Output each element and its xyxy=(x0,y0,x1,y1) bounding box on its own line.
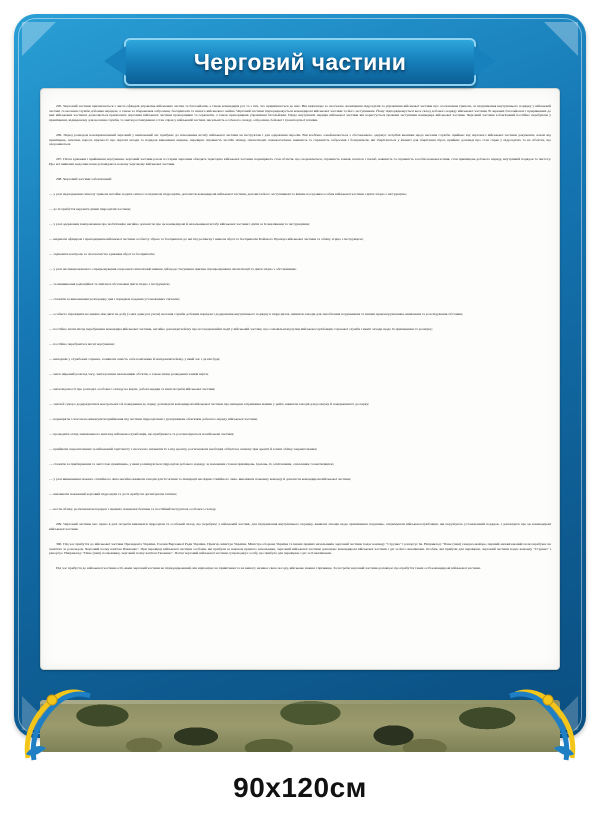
content-sheet xyxy=(40,88,560,670)
paragraph-298: 298. Черговий частини зобов'язаний: xyxy=(56,176,112,181)
list-item: — стежити за прибиранням та чистотою приміщень, у яких розміщуються підрозділи добового наряду, за належним станом приміщень, їдалень, їх освітленням, опаленням та вентиляцією; xyxy=(49,462,335,467)
list-item: — вести обліку, роз'яснювати порядок і правила пожежної безпеки та постійний інструктаж особового складу. xyxy=(49,507,217,512)
list-item: — у разі виникнення пожежі, стихійного лиха негайно вживати заходів для її гасіння та ліквідації наслідків стихійного лиха, викликати пожежну команду й доповісти командирові військової частини; xyxy=(49,477,352,482)
corner-decor-top-right-icon xyxy=(544,22,578,56)
corner-decor-top-left-icon xyxy=(22,22,56,56)
list-item: — приймати заарештованих за військовий гауптвахту і своєчасно звільняти їх з-під арешту, роз'яснювати необхідні обігріти в записку при арешті й в інші обліку заарештованих; xyxy=(49,447,318,452)
camouflage-highlight xyxy=(40,700,560,704)
title-banner xyxy=(124,38,476,86)
camouflage-band-icon xyxy=(40,700,560,752)
list-item: — за виникнення радіаційної та хімічної обстановки діяти згідно з інструкцією; xyxy=(49,282,171,287)
list-item: — у разі одержання повідомлення про мобілізацію негайно доповісти про це командирові й начальникові штабу військової частини і діяти за їх вказівками та інструкціями; xyxy=(49,221,310,226)
list-item: — проводити огляд заявлюваного вантажу військовослужбовців, що прибувають та розташовуються на військові частини; xyxy=(49,432,235,437)
list-item: — виходячи у службових справах, залишати замість себе помічника й повідомляти йому, у який час і де він буде; xyxy=(49,357,221,362)
page-title: Черговий частини xyxy=(193,48,407,75)
paragraph-299: 299. Черговий частини має право в разі потреби викликати підрозділи та особовий склад, що перебуває у військовій частині, для підтримання внутрішнього порядку, вживати заходів щодо припинення порушень, затримувати військовослужбовців, які порушують установлений порядок, і доповідати про це командирові військової частини. xyxy=(49,522,552,531)
ribbon-ornament-left-icon xyxy=(22,688,92,762)
paragraph-296: 296. Перед розводом новопризначений черговий у визначений час прибуває до начальника штабу військової частини на інструктаж і для одержання паролів. Він всебічно ознайомлюється з обстановкою, одержує потрібні вказівки щодо несення служби, приймає від чергового військової частини документи, ключі від приміщень, печатки, паролі, відомості про чергові заходи та порядок виконання завдань, перевіряє справність засобів зв'язку, сигналізації, пожежогасіння, наявність та справність озброєння і боєприпасів, які зберігаються у кімнаті для зберігання зброї, приймає доповіді про стан справ у підрозділах та на об'єктах, що охороняються. xyxy=(49,133,552,147)
list-item: — мати відомості про розподіл особового складу на варти, добові наряди та інші потреби військової частини; xyxy=(49,387,216,392)
size-caption: 90x120см xyxy=(233,772,367,803)
list-item: — у разі надходження сигналу тривоги негайно подати сигнал за підписом підрозділів, доповісти командирові військової частини, доповісти його заступникові та іншим посадовим особам військової частини і діяти згідно з інструкцією; xyxy=(49,191,408,196)
ribbon-ornament-right-icon xyxy=(508,688,578,762)
list-item: — знати й суворо додержуватися контрольного й повернення до парку, доповідати командирові військової частини про випадки затримання машин у рейсі, вживати заходів для розшуку й повернення їх до парку; xyxy=(49,402,370,407)
list-item: — стежити за виконанням розпорядку дня і порядком подання установлених сигналів; xyxy=(49,297,180,302)
list-item: — перевіряти і своєчасно виконувати приймання під частини підрозділами з урахуванням обов'язків добового наряду військової частини; xyxy=(49,417,258,422)
list-item: — мати звірений розклад часу, знати рапани начальників об'єктів, а також місця розведення замків варти; xyxy=(49,372,209,377)
list-item: — задіювати контроль за своєчасністю здавання зброї та боєприпасів; xyxy=(49,252,156,256)
list-item: — постійно знати місце перебування командира військової частини, негайно доповідати йому про всі надзвичайні події у військовій частині, про самовільні відлучки військовослужбовців строкової служби і вжиті заходи щодо їх припинення та розшуку; xyxy=(49,327,433,332)
paragraph-295: 295. Черговий частини призначається з числа офіцерів управлінь військових частин та батальйонів, а також командирів рот та з тих, хто прирівнюється до них. Він відповідає за своєчасне оповіщення підрозділів та управління військової частини про оголошення тривоги, за підтримання внутрішнього порядку у військовій частині та несення служби добовим нарядом, а також за збереження озброєння, боєприпасів та іншого військового майна. Черговий частини підпорядковується командирові військової частини та його заступникам. Йому підпорядковується весь склад добового наряду військової частини. В окремих батальйонах і прирівняних до них військових частинах дозволяється призначати черговим військової частини прапорщиків та сержантів, а також прапорщиків управління батальйонів. Щодо внутрішніх нарядів військової частини він користується правами заступника командира військової частини. Черговий частини зобов'язаний постійно перебувати у приміщенні, відведеному для несення служби, та знати розташування і стан справ у військовій частині, чисельність особового складу, озброєння, бойової і транспортної техніки. xyxy=(49,104,552,123)
list-item: — постійно перебувати в місці чергування; xyxy=(49,342,115,347)
paragraph-300-tail: Під час прибуття до військової частини осіб, яким черговий частини не підпорядкований, він відповідає на привітання та на вимогу називає свою посаду, військове звання і прізвище. За потреби черговий частини доповідає про прибуття таких осіб командирові військової частини. xyxy=(56,566,481,571)
paragraph-297: 297. Після здавання і приймання чергування, черговий частини разом зі старим черговим обходять територію військової частини, перевіряють стан об'єктів, що охороняються, справність замків, печаток і пломб, наявність та справність засобів пожежогасіння, стан приміщень добового наряду, внутрішній порядок та чистоту. Про всі виявлені недоліки вони доповідають новому черговому військової частини. xyxy=(49,157,552,166)
regulation-text xyxy=(49,95,551,581)
list-item: — видавати офіцерам і прапорщикам військової частини особисту зброю та боєприпаси до неї під розписку і вимоги зброї та боєприпасів Бойового Прапора військової частини та обліку згідно з інструкцією; xyxy=(49,236,364,241)
list-item: — особисто перевіряти не менше ніж двічі на добу (з них один раз уночі) несення служби добовим нарядом і додержання внутрішнього порядку в підрозділах, вживати заходів для запобігання порушенням та іншим правопорушенням, виявлення та розслідування обставин; xyxy=(49,312,464,317)
list-item: — викликати пожежний черговий підрозділи та до їх прибуття організувати гасіння; xyxy=(49,492,177,497)
list-item: — до їх прибуття керувати діями підрозділів частини; xyxy=(49,206,131,211)
paragraph-300: 300. Під час прибуття до військової частини Президента України, Голови Верховної Ради України, Прем'єр-міністра України, Міністра оборони України та інших прямих начальників черговий частини подає команду "Струнко" і рапортує їм. Наприклад: "Пане (пані) генерал-майоре, перший механізований полк перебуває на заняттях за розкладом. Черговий полку капітан Павленко". При перевірці військової частини особами, які прибули за наказом прямого начальника, черговий військової частини доповідає командирові військової частини і діє за його вказівками. Особам, які прибули для перевірки, черговий частини подає команду "Струнко" і рапортує. Наприклад: "Пане (пані) полковнику, черговий полку капітан Ткаченко". Потім черговий військової частини супроводжує особу, що прибула для перевірки, і діє за її вказівками. xyxy=(49,541,552,556)
list-item: — у разі несанкціонованого спрацьовування охоронної сигналізації вживає дій щодо з'ясування причин спрацьовування сигналізації та діяти згідно з обставинами; xyxy=(49,267,297,272)
